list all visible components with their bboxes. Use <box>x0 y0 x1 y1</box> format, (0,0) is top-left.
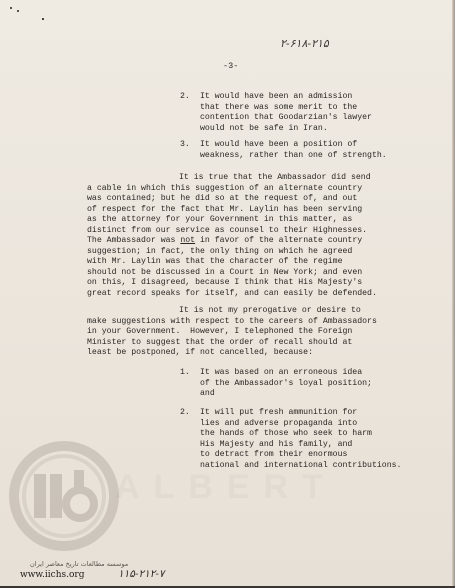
list-item-number: 2. <box>180 408 190 417</box>
list-item-number: 3. <box>180 140 190 149</box>
list-item-number: 1. <box>180 368 190 377</box>
archive-logo-icon <box>8 440 120 552</box>
handwritten-archive-number: ۲-۶۱۸-۲۱۵ <box>280 37 329 50</box>
archive-name-fa: موسسه مطالعات تاریخ معاصر ایران <box>30 560 129 568</box>
archive-website: www.iichs.org <box>20 570 85 580</box>
scan-speck <box>17 10 19 12</box>
paragraph: It is true that the Ambassador did send a cable in which this suggestion of an alternate country was contained; but he did so at the request of, and out of respect for the fact that Mr. Laylin has been serving as the attorney for your Government in this matter, as distinct from our service as counsel to their Highnesses. The Ambassador was not in favor of the alternate country suggestion; in fact, the only thing on which he agreed with Mr. Laylin was that the character of the regime should not be discussed in a Court in New York; and even on this, I disagreed, because I think that His Majesty's great record speaks for itself, and can easily be defended. <box>87 173 377 299</box>
page-number: -3- <box>223 61 239 71</box>
list-item-number: 2. <box>180 92 190 101</box>
list-item: It will put fresh ammunition for lies and adverse propaganda into the hands of those who seek to harm His Majesty and his family, and to detract from their enormous national and international contributions. <box>200 408 402 470</box>
paragraph: It is not my prerogative or desire to make suggestions with respect to the careers of Ambassadors in your Government. However, I telephoned the Foreign Minister to suggest that the order of recall should at least be postponed, if not cancelled, because: <box>87 306 377 358</box>
watermark-ghost-text: ALBERT <box>115 468 337 506</box>
list-item: It would have been an admission that there was some merit to the contention that Goodarzian's lawyer would not be safe in Iran. <box>200 92 372 133</box>
emphasized-word: not <box>180 236 196 246</box>
scan-speck <box>10 7 12 9</box>
list-item: It would have been a position of weakness, rather than one of strength. <box>200 140 387 160</box>
list-item: It was based on an erroneous idea of the Ambassador's loyal position; and <box>200 368 372 399</box>
handwritten-archive-number-bottom: ۱۱۵-۲۱۲-۷ <box>118 568 165 580</box>
scan-speck <box>42 18 44 20</box>
